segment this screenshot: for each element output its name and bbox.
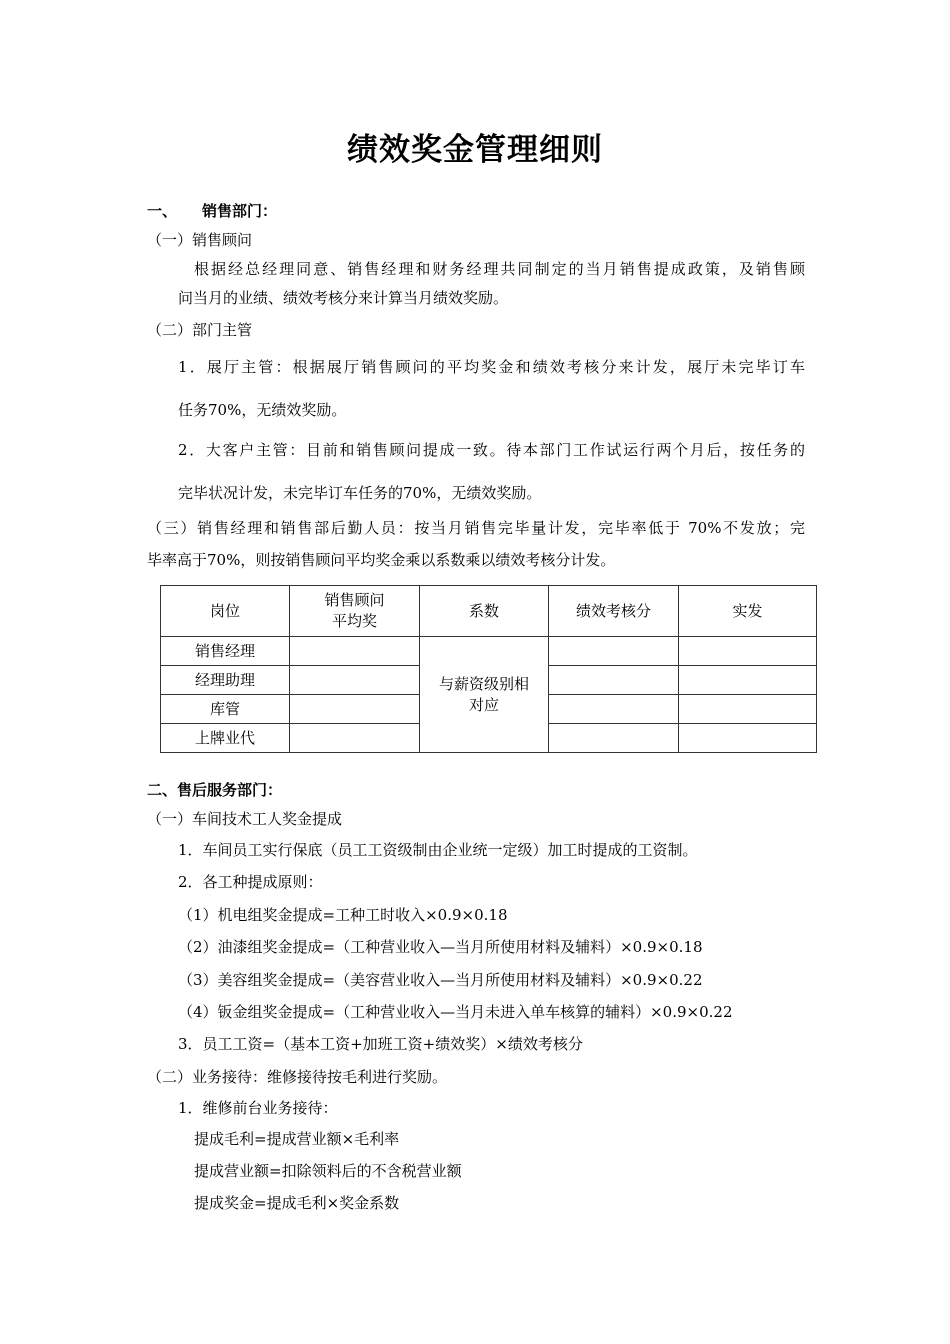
table-row	[161, 637, 817, 666]
header-post: 岗位	[161, 586, 290, 637]
section-1-heading: 销售部门：	[202, 202, 278, 220]
empty-cell	[679, 724, 817, 753]
empty-cell	[290, 695, 420, 724]
list-item: 1．车间员工实行保底（员工工资级制由企业统一定级）加工时提成的工资制。	[178, 841, 698, 859]
post-cell: 库管	[161, 695, 290, 724]
list-item: 3．员工工资=（基本工资+加班工资+绩效奖）×绩效考核分	[178, 1035, 583, 1053]
empty-cell	[549, 666, 679, 695]
paragraph-line: 毕率高于70%，则按销售顾问平均奖金乘以系数乘以绩效考核分计发。	[147, 551, 616, 569]
table-header-row	[161, 586, 817, 637]
empty-cell	[290, 666, 420, 695]
empty-cell	[549, 724, 679, 753]
formula-line: （3）美容组奖金提成=（美容营业收入—当月所使用材料及辅料）×0.9×0.22	[178, 971, 703, 989]
formula-line: 提成毛利=提成营业额×毛利率	[194, 1130, 400, 1148]
paragraph-line: 问当月的业绩、绩效考核分来计算当月绩效奖励。	[178, 289, 509, 307]
subsection-department-supervisor: （二）部门主管	[147, 321, 253, 339]
header-performance-score: 绩效考核分	[549, 586, 679, 637]
post-cell: 经理助理	[161, 666, 290, 695]
empty-cell	[679, 637, 817, 666]
paragraph-line: 完毕状况计发，未完毕订车任务的70%，无绩效奖励。	[178, 484, 542, 502]
subsection-sales-consultant: （一）销售顾问	[147, 231, 253, 249]
empty-cell	[290, 724, 420, 753]
empty-cell	[549, 695, 679, 724]
post-cell: 上牌业代	[161, 724, 290, 753]
empty-cell	[549, 637, 679, 666]
subsection-reception: （二）业务接待：维修接待按毛利进行奖励。	[147, 1068, 448, 1086]
header-average-bonus-line1: 销售顾问	[324, 591, 385, 609]
bonus-table	[160, 585, 817, 753]
paragraph-line: （三）销售经理和销售部后勤人员：按当月销售完毕量计发，完毕率低于 70%不发放；完	[147, 519, 805, 537]
formula-line: （4）钣金组奖金提成=（工种营业收入—当月未进入单车核算的辅料）×0.9×0.22	[178, 1003, 733, 1021]
paragraph-line: 2．大客户主管：目前和销售顾问提成一致。待本部门工作试运行两个月后，按任务的	[178, 441, 805, 459]
section-1-number: 一、	[147, 202, 178, 220]
header-average-bonus	[290, 586, 420, 637]
section-2-heading: 二、售后服务部门：	[147, 781, 283, 799]
empty-cell	[290, 637, 420, 666]
header-average-bonus-line2: 平均奖	[331, 612, 377, 630]
header-coefficient: 系数	[420, 586, 549, 637]
list-item: 2．各工种提成原则：	[178, 873, 323, 891]
empty-cell	[679, 666, 817, 695]
formula-line: （2）油漆组奖金提成=（工种营业收入—当月所使用材料及辅料）×0.9×0.18	[178, 938, 703, 956]
list-item: 1．维修前台业务接待：	[178, 1099, 338, 1117]
formula-line: 提成奖金=提成毛利×奖金系数	[194, 1194, 400, 1212]
paragraph-line: 1．展厅主管：根据展厅销售顾问的平均奖金和绩效考核分来计发，展厅未完毕订车	[178, 358, 805, 376]
coefficient-cell	[420, 637, 549, 753]
coefficient-line2: 对应	[468, 695, 499, 714]
post-cell: 销售经理	[161, 637, 290, 666]
header-actual-paid: 实发	[679, 586, 817, 637]
coefficient-line1: 与薪资级别相	[438, 674, 529, 693]
paragraph-line: 根据经总经理同意、销售经理和财务经理共同制定的当月销售提成政策，及销售顾	[194, 260, 805, 278]
page-title: 绩效奖金管理细则	[347, 132, 603, 168]
subsection-workshop-bonus: （一）车间技术工人奖金提成	[147, 810, 343, 828]
empty-cell	[679, 695, 817, 724]
formula-line: 提成营业额=扣除领料后的不含税营业额	[194, 1162, 462, 1180]
formula-line: （1）机电组奖金提成=工种工时收入×0.9×0.18	[178, 906, 508, 924]
paragraph-line: 任务70%，无绩效奖励。	[178, 401, 347, 419]
